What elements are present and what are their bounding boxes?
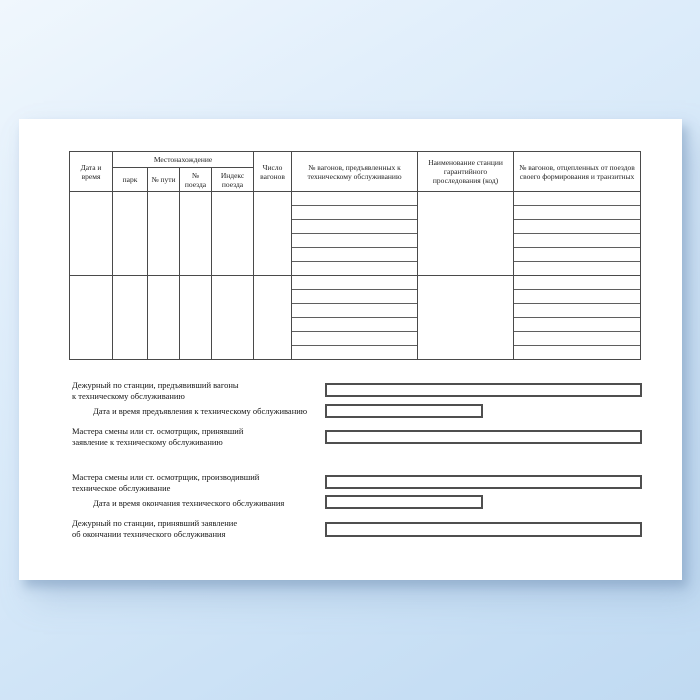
cell-park [113,276,148,360]
write-in-line [514,276,640,290]
write-in-line [292,318,417,332]
field-label-line: Дата и время предъявления к техническому обслуживанию [93,406,308,416]
col-header-cars-presented: № вагонов, предъявленных к техническому обслуживанию [292,152,418,192]
field-label-line: заявление к техническому обслуживанию [72,437,223,447]
cell-train-index [212,276,254,360]
service-log-table [69,151,641,360]
col-header-train-index: Индекс поезда [212,168,254,192]
input-box-duty-officer-completion[interactable] [325,522,642,537]
field-label-duty-officer-completion [72,518,237,540]
cell-car-count [254,276,292,360]
cell-track-no [148,192,180,276]
field-label-line: к техническому обслуживанию [72,391,185,401]
table-row-group-2 [70,276,641,360]
col-header-location: Местонахождение [113,152,254,168]
input-box-date-completed[interactable] [325,495,483,509]
col-header-track-no: № пути [148,168,180,192]
table-row-group-1 [70,192,641,276]
write-in-line [292,192,417,206]
input-box-foreman-performed[interactable] [325,475,642,489]
write-in-line [514,206,640,220]
write-in-line [514,262,640,275]
col-header-park: парк [113,168,148,192]
cell-cars-presented-lines [292,276,418,360]
write-in-line [514,248,640,262]
cell-cars-detached-lines [514,192,641,276]
write-in-line [514,318,640,332]
write-in-line [292,290,417,304]
col-header-guarantee-station: Наименование станции гарантийного проследования (код) [418,152,514,192]
write-in-line [514,346,640,359]
cell-car-count [254,192,292,276]
write-in-line [514,290,640,304]
cell-park [113,192,148,276]
cell-guarantee-station [418,276,514,360]
write-in-line [514,332,640,346]
write-in-line [514,304,640,318]
field-label-duty-officer-presented [72,380,239,402]
input-box-foreman-accepted[interactable] [325,430,642,444]
cell-cars-detached-lines [514,276,641,360]
cell-track-no [148,276,180,360]
write-in-line [514,220,640,234]
field-label-line: техническое обслуживание [72,483,171,493]
field-label-foreman-accepted [72,426,243,448]
col-header-cars-detached: № вагонов, отцепленных от поездов своего формирования и транзитных [514,152,641,192]
write-in-line [292,206,417,220]
input-box-duty-officer-presented[interactable] [325,383,642,397]
write-in-line [514,234,640,248]
write-in-line [292,262,417,275]
col-header-train-no: № поезда [180,168,212,192]
write-in-line [292,304,417,318]
write-in-line [514,192,640,206]
field-label-line: об окончании технического обслуживания [72,529,226,539]
field-label-line: Дата и время окончания технического обслуживания [93,498,285,508]
cell-train-no [180,276,212,360]
cell-cars-presented-lines [292,192,418,276]
cell-date-time [70,276,113,360]
write-in-line [292,332,417,346]
field-label-line: Мастера смены или ст. осмотрщик, производивший [72,472,260,482]
cell-guarantee-station [418,192,514,276]
field-label-date-completed [93,498,284,509]
write-in-line [292,346,417,359]
cell-train-no [180,192,212,276]
col-header-car-count: Число вагонов [254,152,292,192]
write-in-line [292,276,417,290]
input-box-date-presented[interactable] [325,404,483,418]
field-label-foreman-performed [72,472,259,494]
write-in-line [292,234,417,248]
cell-train-index [212,192,254,276]
write-in-line [292,220,417,234]
field-label-line: Дежурный по станции, принявший заявление [72,518,238,528]
field-label-line: Дежурный по станции, предъявивший вагоны [72,380,239,390]
col-header-date-time: Дата и время [70,152,113,192]
document-page [19,119,682,580]
field-label-date-presented [93,406,307,417]
field-label-line: Мастера смены или ст. осмотрщик, принявший [72,426,244,436]
write-in-line [292,248,417,262]
cell-date-time [70,192,113,276]
